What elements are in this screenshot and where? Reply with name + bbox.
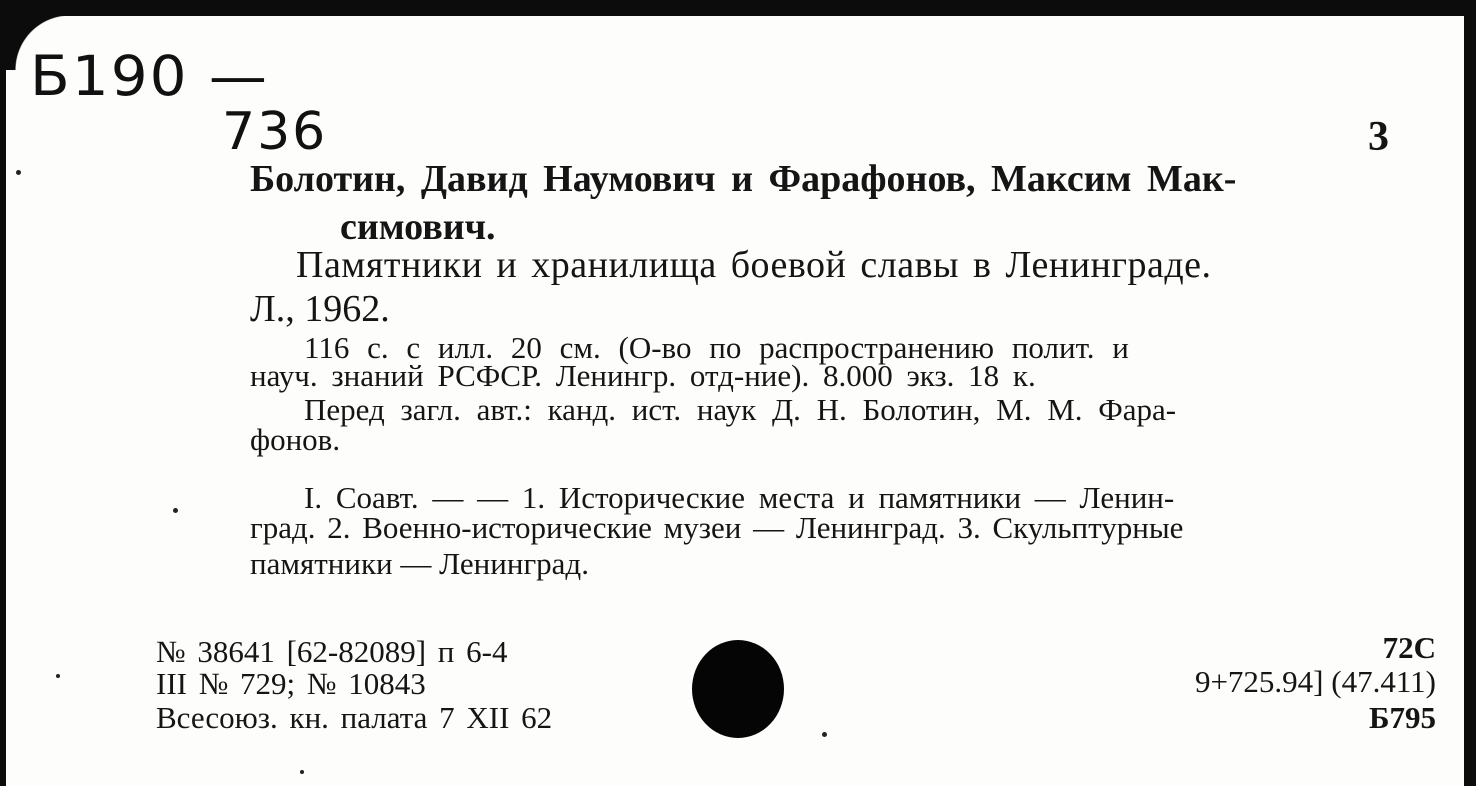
footer-right-line-1: 72С <box>1382 630 1436 665</box>
footer-right-line-3: Б795 <box>1369 700 1436 735</box>
ink-speck <box>56 674 60 678</box>
ink-speck <box>16 170 21 175</box>
card-left-edge <box>0 0 6 786</box>
card-right-edge <box>1464 0 1476 786</box>
footer-left-line-3: Всесоюз. кн. палата 7 XII 62 <box>156 700 553 735</box>
ink-speck <box>300 770 304 774</box>
subjects-line-3: памятники — Ленинград. <box>250 546 589 581</box>
subjects-line-1: I. Соавт. — — 1. Исторические места и памятники — Ленин- <box>304 480 1175 515</box>
title-line-2: Л., 1962. <box>250 288 390 330</box>
handwritten-shelfmark: Б190 — <box>30 43 269 109</box>
description-line-1: 116 с. с илл. 20 см. (О-во по распространению полит. и <box>304 330 1129 365</box>
ink-speck <box>822 732 827 737</box>
punch-hole <box>692 640 784 738</box>
card-top-edge <box>0 0 1476 16</box>
ink-speck <box>173 508 178 513</box>
footer-right-line-2: 9+725.94] (47.411) <box>1194 664 1436 699</box>
title-line-1: Памятники и хранилища боевой славы в Ленинграде. <box>296 244 1212 286</box>
card-number: 3 <box>1368 114 1389 160</box>
description-line-3: Перед загл. авт.: канд. ист. наук Д. Н. Болотин, М. М. Фара- <box>304 392 1177 427</box>
author-line-1: Болотин, Давид Наумович и Фарафонов, Максим Мак- <box>250 158 1237 200</box>
footer-left-line-1: № 38641 [62-82089] п 6-4 <box>156 634 508 669</box>
description-line-4: фонов. <box>250 422 341 457</box>
handwritten-shelfmark-number: 736 <box>222 102 328 162</box>
footer-left-line-2: III № 729; № 10843 <box>156 666 426 701</box>
subjects-line-2: град. 2. Военно-исторические музеи — Ленинград. 3. Скульптурные <box>250 510 1184 545</box>
author-line-2: симович. <box>340 206 496 248</box>
description-line-2: науч. знаний РСФСР. Ленингр. отд-ние). 8.000 экз. 18 к. <box>250 358 1036 393</box>
